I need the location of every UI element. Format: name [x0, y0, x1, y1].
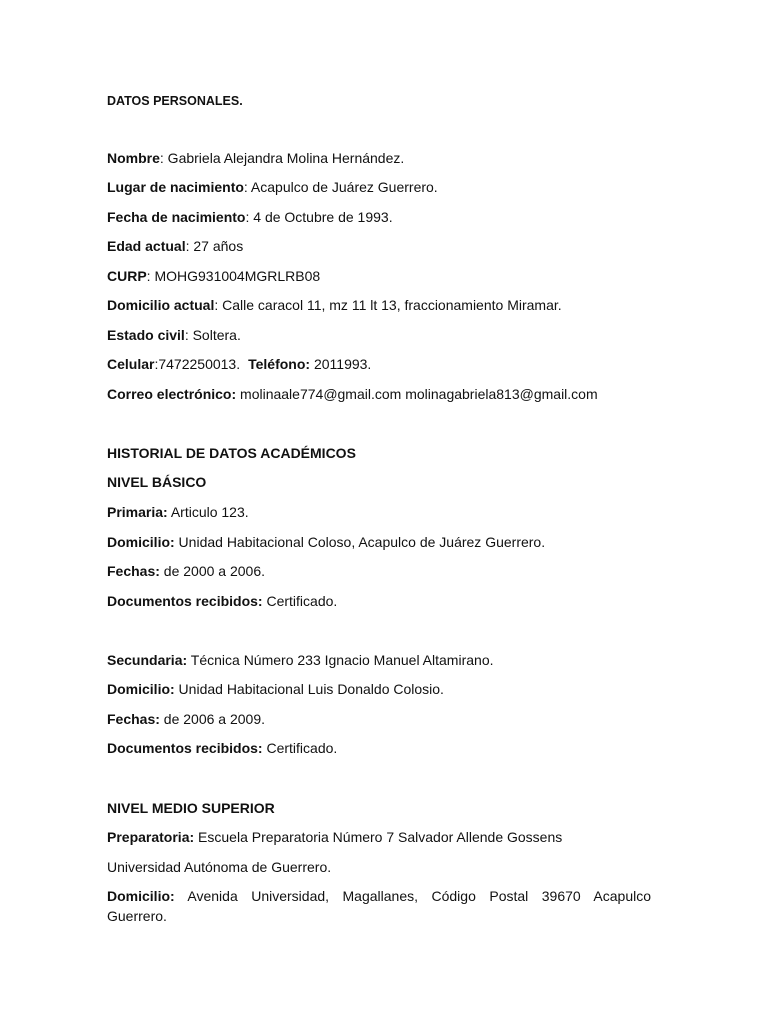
- high-school-label: Preparatoria:: [107, 829, 195, 845]
- primary-documents-row: [107, 593, 337, 609]
- email-label: Correo electrónico:: [107, 386, 237, 402]
- secondary-documents-value: Certificado.: [262, 740, 338, 756]
- civil-status-row: [107, 327, 241, 343]
- birthplace-row: [107, 179, 438, 195]
- primary-address-label: Domicilio:: [107, 534, 175, 550]
- curp-row: [107, 268, 320, 284]
- email-value: molinaale774@gmail.com molinagabriela813@gmail.com: [236, 386, 598, 402]
- primary-documents-value: Certificado.: [262, 593, 338, 609]
- primary-dates-value: de 2000 a 2006.: [159, 563, 266, 579]
- cell-label: Celular: [107, 356, 155, 372]
- secondary-address-label: Domicilio:: [107, 681, 175, 697]
- secondary-documents-row: [107, 740, 337, 756]
- age-label: Edad actual: [107, 238, 186, 254]
- phone-label: Teléfono:: [248, 356, 311, 372]
- secondary-dates-row: [107, 711, 265, 727]
- upper-level-title: NIVEL MEDIO SUPERIOR: [107, 800, 275, 816]
- name-label: Nombre: [107, 150, 160, 166]
- name-value: : Gabriela Alejandra Molina Hernández.: [159, 150, 405, 166]
- basic-level-title: NIVEL BÁSICO: [107, 474, 207, 490]
- primary-school-value: Articulo 123.: [167, 504, 249, 520]
- birthplace-label: Lugar de nacimiento: [107, 179, 244, 195]
- cell-value: :7472250013.: [154, 356, 241, 372]
- high-school-row: [107, 829, 562, 845]
- civil-status-label: Estado civil: [107, 327, 185, 343]
- primary-dates-row: [107, 563, 265, 579]
- age-row: [107, 238, 243, 254]
- primary-dates-label: Fechas:: [107, 563, 160, 579]
- email-row: [107, 386, 598, 402]
- secondary-dates-label: Fechas:: [107, 711, 160, 727]
- secondary-documents-label: Documentos recibidos:: [107, 740, 263, 756]
- current-address-row: [107, 297, 562, 313]
- primary-school-row: [107, 504, 249, 520]
- birthplace-value: : Acapulco de Juárez Guerrero.: [243, 179, 438, 195]
- high-school-value: Escuela Preparatoria Número 7 Salvador Allende Gossens: [194, 829, 563, 845]
- phone-row: [107, 356, 371, 372]
- secondary-dates-value: de 2006 a 2009.: [159, 711, 266, 727]
- curp-label: CURP: [107, 268, 147, 284]
- high-school-address-value: Avenida Universidad, Magallanes, Código Postal 39670 Acapulco Guerrero.: [107, 888, 651, 924]
- academic-history-title: HISTORIAL DE DATOS ACADÉMICOS: [107, 445, 356, 461]
- secondary-school-row: [107, 652, 494, 668]
- primary-address-row: [107, 534, 545, 550]
- high-school-address-label: Domicilio:: [107, 888, 175, 904]
- curp-value: : MOHG931004MGRLRB08: [146, 268, 321, 284]
- high-school-address-paragraph: [107, 886, 651, 926]
- name-row: [107, 150, 404, 166]
- primary-school-label: Primaria:: [107, 504, 168, 520]
- primary-documents-label: Documentos recibidos:: [107, 593, 263, 609]
- age-value: : 27 años: [185, 238, 244, 254]
- secondary-address-row: [107, 681, 444, 697]
- secondary-school-label: Secundaria:: [107, 652, 188, 668]
- secondary-address-value: Unidad Habitacional Luis Donaldo Colosio.: [174, 681, 444, 697]
- personal-data-title: DATOS PERSONALES.: [107, 94, 243, 108]
- birthdate-row: [107, 209, 393, 225]
- phone-value: 2011993.: [310, 356, 372, 372]
- university-line: Universidad Autónoma de Guerrero.: [107, 859, 332, 875]
- civil-status-value: : Soltera.: [184, 327, 241, 343]
- primary-address-value: Unidad Habitacional Coloso, Acapulco de Juárez Guerrero.: [174, 534, 546, 550]
- current-address-value: : Calle caracol 11, mz 11 lt 13, fraccionamiento Miramar.: [214, 297, 562, 313]
- birthdate-label: Fecha de nacimiento: [107, 209, 246, 225]
- secondary-school-value: Técnica Número 233 Ignacio Manuel Altamirano.: [187, 652, 494, 668]
- current-address-label: Domicilio actual: [107, 297, 215, 313]
- birthdate-value: : 4 de Octubre de 1993.: [245, 209, 393, 225]
